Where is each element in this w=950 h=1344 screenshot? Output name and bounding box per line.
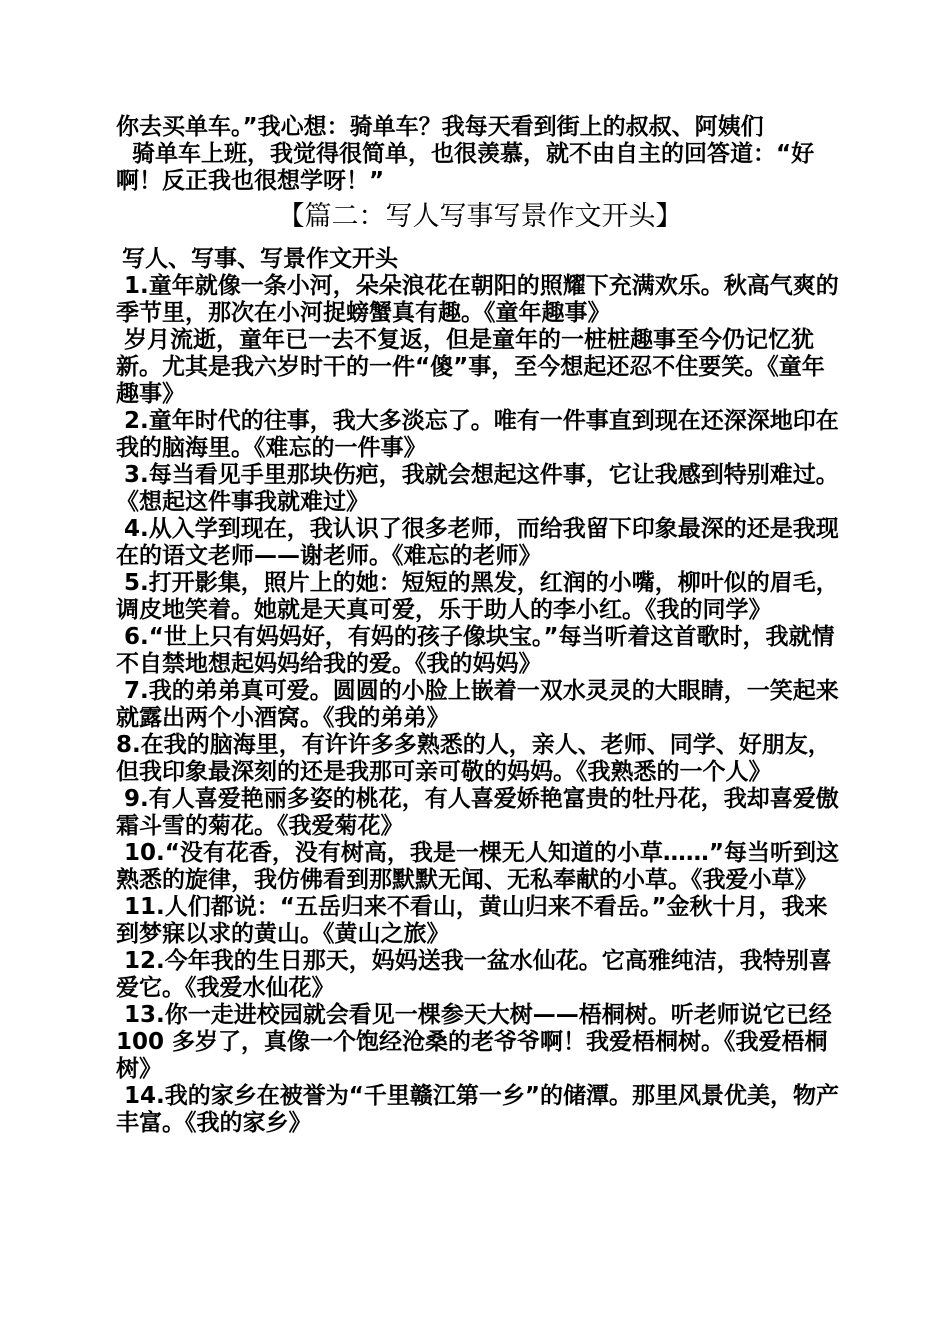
document-page — [116, 114, 844, 1137]
section-heading: 【篇二：写人写事写景作文开头】 — [277, 201, 683, 232]
list-item: 7.我的弟弟真可爱。圆圆的小脸上嵌着一双水灵灵的大眼睛，一笑起来就露出两个小酒窝。《我的弟弟》 — [116, 678, 839, 731]
list-item: 12.今年我的生日那天，妈妈送我一盆水仙花。它高雅纯洁，我特别喜爱它。《我爱水仙花》 — [116, 948, 832, 1001]
list-item: 岁月流逝，童年已一去不复返，但是童年的一桩桩趣事至今仍记忆犹新。尤其是我六岁时干的一件“傻”事，至今想起还忍不住要笑。《童年趣事》 — [116, 327, 825, 407]
list-item: 13.你一走进校园就会看见一棵参天大树——梧桐树。听老师说它已经 100 多岁了，真像一个饱经沧桑的老爷爷啊！我爱梧桐树。《我爱梧桐树》 — [116, 1002, 840, 1082]
list-item: 10.“没有花香，没有树高，我是一棵无人知道的小草……”每当听到这熟悉的旋律，我仿佛看到那默默无闻、无私奉献的小草。《我爱小草》 — [116, 840, 839, 893]
list-item: 5.打开影集，照片上的她：短短的黑发，红润的小嘴，柳叶似的眉毛，调皮地笑着。她就是天真可爱，乐于助人的李小红。《我的同学》 — [116, 570, 839, 623]
list-item: 1.童年就像一条小河，朵朵浪花在朝阳的照耀下充满欢乐。秋高气爽的季节里，那次在小河捉螃蟹真有趣。《童年趣事》 — [116, 273, 839, 326]
list-item: 14.我的家乡在被誉为“千里赣江第一乡”的储潭。那里风景优美，物产丰富。《我的家乡》 — [116, 1083, 839, 1136]
subheading: 写人、写事、写景作文开头 — [122, 246, 398, 272]
list-item: 9.有人喜爱艳丽多姿的桃花，有人喜爱娇艳富贵的牡丹花，我却喜爱傲霜斗雪的菊花。《我爱菊花》 — [116, 786, 839, 839]
list-item: 8.在我的脑海里，有许许多多熟悉的人，亲人、老师、同学、好朋友，但我印象最深刻的还是我那可亲可敬的妈妈。《我熟悉的一个人》 — [116, 732, 831, 785]
list-item: 6.“世上只有妈妈好，有妈的孩子像块宝。”每当听着这首歌时，我就情不自禁地想起妈妈给我的爱。《我的妈妈》 — [116, 624, 835, 677]
list-item: 2.童年时代的往事，我大多淡忘了。唯有一件事直到现在还深深地印在我的脑海里。《难忘的一件事》 — [116, 408, 839, 461]
list-item: 3.每当看见手里那块伤疤，我就会想起这件事，它让我感到特别难过。《想起这件事我就难过》 — [116, 462, 839, 515]
list-item: 4.从入学到现在，我认识了很多老师，而给我留下印象最深的还是我现在的语文老师——谢老师。《难忘的老师》 — [116, 516, 839, 569]
list-item: 11.人们都说：“五岳归来不看山，黄山归来不看岳。”金秋十月，我来到梦寐以求的黄山。《黄山之旅》 — [116, 894, 828, 947]
intro-paragraph: 你去买单车。”我心想：骑单车？我每天看到街上的叔叔、阿姨们 骑单车上班，我觉得很简单，也很羡慕，就不由自主的回答道：“好啊！反正我也很想学呀！” — [116, 114, 815, 194]
